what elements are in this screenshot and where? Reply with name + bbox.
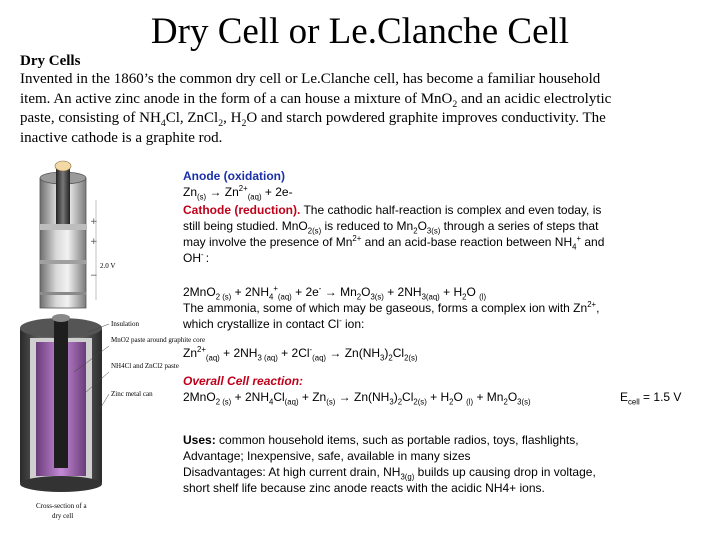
svg-text:+: + — [90, 237, 98, 247]
svg-text:+: + — [90, 217, 98, 227]
cathode-line: still being studied. MnO$_{2(s)}$ is reduced to $Mn_2O_{3(s)}$ through a series of steps that — [183, 219, 599, 236]
overall-equation: $2MnO_{2 (s)} + 2NH_4Cl_{(aq)} + Zn_{(s)} \to Zn(NH_3)_2Cl_{2(s)} + H_2O$ $_{(l)} + Mn_2O_{3(s)}$ — [183, 390, 531, 407]
intro-line: inactive cathode is a graphite rod. — [20, 129, 223, 146]
anode-label: Anode (oxidation) — [183, 169, 285, 183]
svg-text:−: − — [90, 271, 98, 281]
figure-label: Zinc metal can — [111, 390, 153, 398]
figure-caption: Cross-section of a — [36, 502, 87, 510]
reduction-block — [183, 284, 713, 332]
intro-line: paste, consisting of $NH_4Cl$, ZnCl$_2$, $H_2O$ and starch powdered graphite improves conductivity. The — [20, 110, 606, 130]
complex-equation: $Zn^{2+}_{(aq)} + 2NH_{3 (aq)} + 2Cl^-_{(aq)} \to Zn(NH_3)_2Cl_{2(s)}$ — [183, 345, 418, 363]
uses-label: Uses: — [183, 433, 216, 447]
ammonia-line: which crystallize in contact Cl- ion: — [183, 316, 365, 331]
intro-line: Invented in the 1860’s the common dry cell or Le.Clanche cell, has become a familiar household — [20, 71, 601, 87]
uses-block — [183, 432, 713, 496]
figure-label: NH4Cl and ZnCl2 paste — [111, 362, 179, 370]
anode-block — [183, 168, 713, 200]
intro-paragraph — [20, 70, 700, 148]
reduction-equation: $2MnO_{2 (s)} + 2NH_4^+_{(aq)} + 2e^- \to Mn_2O_{3(s)} + 2NH_{3(aq)} + H_2O$ $_{(l)}$ — [183, 284, 487, 302]
figure-caption: dry cell — [52, 512, 74, 520]
figure-label: MnO2 paste around graphite core — [111, 336, 206, 344]
slide-title: Dry Cell or Le.Clanche Cell — [150, 11, 570, 52]
overall-label: Overall Cell reaction: — [183, 374, 304, 388]
uses-line: short shelf life because zinc anode reacts with the acidic NH4+ ions. — [183, 481, 545, 495]
anode-equation: $Zn_{(s)} \to Zn^{2+}_{(aq)} + 2e-$ — [183, 184, 293, 202]
uses-line: Uses: common household items, such as portable radios, toys, flashlights, — [183, 433, 579, 447]
cathode-block — [183, 202, 713, 266]
uses-line: Advantage; Inexpensive, safe, available in many sizes — [183, 449, 471, 463]
uses-line: Disadvantages: At high current drain, $NH_{3(g)}$ builds up causing drop in voltage, — [183, 465, 596, 482]
cathode-line: OH- : — [183, 250, 210, 265]
cathode-line: may involve the presence of $Mn^{2+}$ and an acid-base reaction between $NH_4^+$ and — [183, 234, 605, 252]
ammonia-line: The ammonia, some of which may be gaseous, forms a complex ion with $Zn^{2+}$, — [183, 300, 600, 315]
intro-line: item. An active zinc anode in the form of a can house a mixture of MnO$_2$ and an acidic electrolytic — [20, 90, 612, 110]
voltage-label: 2.0 V — [100, 262, 116, 270]
cathode-line: Cathode (reduction). The cathodic half-reaction is complex and even today, is — [183, 203, 602, 217]
dry-cell-illustration — [14, 160, 164, 312]
figure-label: Insulation — [111, 320, 139, 328]
cathode-label: Cathode (reduction). — [183, 203, 301, 217]
section-heading: Dry Cells — [20, 53, 81, 69]
cell-potential: $E_{cell} = 1.5$ V — [620, 390, 682, 407]
